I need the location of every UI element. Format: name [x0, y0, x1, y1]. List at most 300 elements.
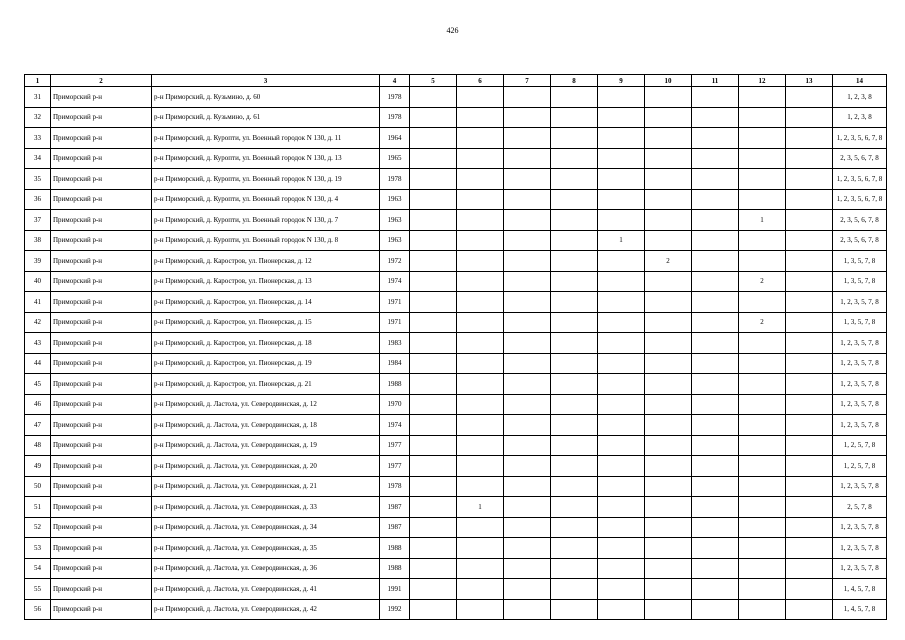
- cell-col-13: [786, 435, 833, 456]
- cell-address: р-н Приморский, д. Ластола, ул. Северодвинская, д. 18: [152, 415, 380, 436]
- cell-col-11: [692, 415, 739, 436]
- cell-col-13: [786, 353, 833, 374]
- cell-col-13: [786, 394, 833, 415]
- cell-row-number: 37: [25, 210, 51, 231]
- cell-district: Приморский р-н: [51, 579, 152, 600]
- cell-col-10: [645, 599, 692, 620]
- cell-col-6: [457, 189, 504, 210]
- cell-address: р-н Приморский, д. Кузьмино, д. 61: [152, 107, 380, 128]
- table-row: [25, 312, 887, 333]
- table-row: [25, 292, 887, 313]
- cell-col-14: 1, 3, 5, 7, 8: [833, 312, 887, 333]
- cell-col-7: [504, 579, 551, 600]
- cell-col-14: 1, 2, 3, 5, 7, 8: [833, 558, 887, 579]
- cell-col-10: [645, 538, 692, 559]
- cell-col-8: [551, 87, 598, 108]
- column-header-1: 1: [25, 75, 51, 87]
- cell-col-11: [692, 271, 739, 292]
- cell-col-11: [692, 394, 739, 415]
- cell-col-14: 1, 2, 3, 5, 7, 8: [833, 538, 887, 559]
- cell-col-14: 1, 2, 3, 5, 7, 8: [833, 333, 887, 354]
- cell-row-number: 55: [25, 579, 51, 600]
- cell-col-7: [504, 353, 551, 374]
- cell-col-10: [645, 435, 692, 456]
- cell-col-5: [410, 271, 457, 292]
- cell-col-5: [410, 517, 457, 538]
- cell-col-14: 1, 2, 3, 5, 7, 8: [833, 374, 887, 395]
- table-row: [25, 333, 887, 354]
- cell-col-6: [457, 456, 504, 477]
- cell-year: 1987: [380, 517, 410, 538]
- cell-row-number: 51: [25, 497, 51, 518]
- cell-col-14: 1, 2, 5, 7, 8: [833, 456, 887, 477]
- cell-year: 1978: [380, 107, 410, 128]
- cell-address: р-н Приморский, д. Каростров, ул. Пионерская, д. 13: [152, 271, 380, 292]
- cell-row-number: 41: [25, 292, 51, 313]
- cell-col-11: [692, 456, 739, 477]
- cell-col-10: [645, 353, 692, 374]
- cell-col-11: [692, 374, 739, 395]
- cell-col-14: 1, 4, 5, 7, 8: [833, 579, 887, 600]
- column-header-5: 5: [410, 75, 457, 87]
- cell-address: р-н Приморский, д. Ластола, ул. Северодвинская, д. 36: [152, 558, 380, 579]
- cell-col-12: [739, 579, 786, 600]
- cell-col-10: [645, 189, 692, 210]
- cell-year: 1992: [380, 599, 410, 620]
- cell-col-7: [504, 435, 551, 456]
- cell-row-number: 43: [25, 333, 51, 354]
- cell-row-number: 56: [25, 599, 51, 620]
- cell-col-14: 1, 2, 3, 5, 7, 8: [833, 415, 887, 436]
- cell-col-12: [739, 415, 786, 436]
- cell-col-6: [457, 87, 504, 108]
- cell-col-9: [598, 292, 645, 313]
- cell-col-10: [645, 394, 692, 415]
- cell-col-6: [457, 333, 504, 354]
- table-row: [25, 169, 887, 190]
- cell-col-14: 1, 2, 3, 5, 7, 8: [833, 476, 887, 497]
- cell-district: Приморский р-н: [51, 87, 152, 108]
- cell-col-13: [786, 251, 833, 272]
- column-header-10: 10: [645, 75, 692, 87]
- cell-col-11: [692, 230, 739, 251]
- cell-year: 1971: [380, 292, 410, 313]
- cell-year: 1977: [380, 435, 410, 456]
- cell-col-9: [598, 353, 645, 374]
- table-row: [25, 128, 887, 149]
- cell-col-5: [410, 558, 457, 579]
- cell-row-number: 49: [25, 456, 51, 477]
- cell-col-14: 1, 2, 3, 5, 7, 8: [833, 353, 887, 374]
- cell-col-9: 1: [598, 230, 645, 251]
- housing-register-table: [24, 74, 887, 620]
- cell-year: 1984: [380, 353, 410, 374]
- cell-col-14: 1, 3, 5, 7, 8: [833, 251, 887, 272]
- header-row: [25, 75, 887, 87]
- cell-col-7: [504, 374, 551, 395]
- cell-col-7: [504, 538, 551, 559]
- cell-col-8: [551, 169, 598, 190]
- table-row: [25, 599, 887, 620]
- cell-col-13: [786, 189, 833, 210]
- cell-col-12: [739, 251, 786, 272]
- cell-col-6: [457, 210, 504, 231]
- cell-district: Приморский р-н: [51, 251, 152, 272]
- column-header-7: 7: [504, 75, 551, 87]
- cell-year: 1978: [380, 169, 410, 190]
- cell-col-14: 1, 2, 3, 5, 7, 8: [833, 517, 887, 538]
- cell-col-13: [786, 415, 833, 436]
- cell-col-13: [786, 148, 833, 169]
- cell-district: Приморский р-н: [51, 148, 152, 169]
- cell-col-10: [645, 579, 692, 600]
- cell-address: р-н Приморский, д. Куропти, ул. Военный городок N 130, д. 8: [152, 230, 380, 251]
- cell-col-5: [410, 189, 457, 210]
- cell-col-11: [692, 476, 739, 497]
- column-header-9: 9: [598, 75, 645, 87]
- cell-district: Приморский р-н: [51, 394, 152, 415]
- cell-col-12: [739, 456, 786, 477]
- cell-year: 1974: [380, 415, 410, 436]
- cell-district: Приморский р-н: [51, 107, 152, 128]
- cell-col-5: [410, 312, 457, 333]
- cell-col-8: [551, 476, 598, 497]
- cell-year: 1963: [380, 189, 410, 210]
- cell-year: 1977: [380, 456, 410, 477]
- cell-col-7: [504, 394, 551, 415]
- cell-col-13: [786, 87, 833, 108]
- cell-col-8: [551, 517, 598, 538]
- cell-col-8: [551, 312, 598, 333]
- cell-address: р-н Приморский, д. Каростров, ул. Пионерская, д. 15: [152, 312, 380, 333]
- cell-district: Приморский р-н: [51, 169, 152, 190]
- cell-district: Приморский р-н: [51, 517, 152, 538]
- cell-col-10: [645, 87, 692, 108]
- cell-col-14: 1, 2, 3, 5, 6, 7, 8: [833, 189, 887, 210]
- column-header-2: 2: [51, 75, 152, 87]
- cell-col-5: [410, 148, 457, 169]
- cell-col-10: [645, 312, 692, 333]
- cell-district: Приморский р-н: [51, 435, 152, 456]
- cell-col-12: [739, 435, 786, 456]
- cell-col-13: [786, 312, 833, 333]
- cell-row-number: 34: [25, 148, 51, 169]
- cell-col-10: [645, 374, 692, 395]
- cell-col-9: [598, 374, 645, 395]
- cell-col-7: [504, 128, 551, 149]
- cell-col-7: [504, 230, 551, 251]
- table-row: [25, 230, 887, 251]
- cell-row-number: 39: [25, 251, 51, 272]
- cell-col-5: [410, 333, 457, 354]
- cell-col-8: [551, 292, 598, 313]
- cell-col-8: [551, 599, 598, 620]
- cell-year: 1978: [380, 476, 410, 497]
- cell-col-12: [739, 394, 786, 415]
- cell-col-13: [786, 292, 833, 313]
- cell-col-7: [504, 517, 551, 538]
- cell-col-14: 2, 3, 5, 6, 7, 8: [833, 148, 887, 169]
- cell-col-9: [598, 333, 645, 354]
- cell-col-12: [739, 517, 786, 538]
- cell-col-5: [410, 374, 457, 395]
- cell-col-5: [410, 292, 457, 313]
- cell-district: Приморский р-н: [51, 558, 152, 579]
- cell-col-9: [598, 538, 645, 559]
- cell-row-number: 31: [25, 87, 51, 108]
- cell-col-10: [645, 148, 692, 169]
- cell-address: р-н Приморский, д. Каростров, ул. Пионерская, д. 19: [152, 353, 380, 374]
- table-row: [25, 558, 887, 579]
- page-number: 426: [446, 26, 459, 35]
- cell-year: 1963: [380, 230, 410, 251]
- cell-district: Приморский р-н: [51, 210, 152, 231]
- cell-col-10: [645, 107, 692, 128]
- cell-row-number: 36: [25, 189, 51, 210]
- cell-address: р-н Приморский, д. Каростров, ул. Пионерская, д. 12: [152, 251, 380, 272]
- cell-year: 1988: [380, 538, 410, 559]
- cell-col-9: [598, 579, 645, 600]
- cell-col-11: [692, 353, 739, 374]
- cell-col-13: [786, 271, 833, 292]
- cell-row-number: 47: [25, 415, 51, 436]
- cell-col-7: [504, 497, 551, 518]
- cell-district: Приморский р-н: [51, 415, 152, 436]
- table-row: [25, 394, 887, 415]
- column-header-8: 8: [551, 75, 598, 87]
- cell-col-13: [786, 107, 833, 128]
- cell-col-14: 1, 4, 5, 7, 8: [833, 599, 887, 620]
- table-row: [25, 210, 887, 231]
- table-row: [25, 497, 887, 518]
- cell-district: Приморский р-н: [51, 312, 152, 333]
- table-row: [25, 415, 887, 436]
- cell-year: 1964: [380, 128, 410, 149]
- cell-row-number: 35: [25, 169, 51, 190]
- cell-col-13: [786, 169, 833, 190]
- cell-col-8: [551, 538, 598, 559]
- cell-col-9: [598, 312, 645, 333]
- cell-col-6: [457, 148, 504, 169]
- table-row: [25, 271, 887, 292]
- cell-col-5: [410, 210, 457, 231]
- cell-row-number: 42: [25, 312, 51, 333]
- cell-col-6: [457, 517, 504, 538]
- cell-district: Приморский р-н: [51, 333, 152, 354]
- column-header-6: 6: [457, 75, 504, 87]
- cell-col-5: [410, 599, 457, 620]
- cell-col-11: [692, 579, 739, 600]
- cell-col-10: [645, 476, 692, 497]
- cell-col-9: [598, 558, 645, 579]
- cell-col-9: [598, 107, 645, 128]
- cell-col-12: [739, 497, 786, 518]
- column-header-4: 4: [380, 75, 410, 87]
- cell-address: р-н Приморский, д. Ластола, ул. Северодвинская, д. 34: [152, 517, 380, 538]
- cell-address: р-н Приморский, д. Кузьмино, д. 60: [152, 87, 380, 108]
- cell-col-14: 2, 5, 7, 8: [833, 497, 887, 518]
- cell-col-8: [551, 148, 598, 169]
- cell-year: 1971: [380, 312, 410, 333]
- cell-col-5: [410, 415, 457, 436]
- cell-col-13: [786, 517, 833, 538]
- cell-col-11: [692, 292, 739, 313]
- cell-col-9: [598, 251, 645, 272]
- cell-address: р-н Приморский, д. Куропти, ул. Военный городок N 130, д. 7: [152, 210, 380, 231]
- cell-col-6: [457, 292, 504, 313]
- cell-district: Приморский р-н: [51, 599, 152, 620]
- cell-col-13: [786, 230, 833, 251]
- cell-col-7: [504, 210, 551, 231]
- cell-col-8: [551, 128, 598, 149]
- table-row: [25, 189, 887, 210]
- cell-row-number: 53: [25, 538, 51, 559]
- cell-col-5: [410, 230, 457, 251]
- cell-col-12: [739, 476, 786, 497]
- cell-col-11: [692, 538, 739, 559]
- cell-col-9: [598, 271, 645, 292]
- cell-col-8: [551, 374, 598, 395]
- cell-col-9: [598, 87, 645, 108]
- cell-col-14: 1, 2, 3, 8: [833, 107, 887, 128]
- cell-district: Приморский р-н: [51, 230, 152, 251]
- cell-col-12: [739, 128, 786, 149]
- cell-address: р-н Приморский, д. Куропти, ул. Военный городок N 130, д. 13: [152, 148, 380, 169]
- cell-district: Приморский р-н: [51, 456, 152, 477]
- cell-col-5: [410, 538, 457, 559]
- cell-col-10: [645, 128, 692, 149]
- cell-district: Приморский р-н: [51, 353, 152, 374]
- cell-district: Приморский р-н: [51, 189, 152, 210]
- table-row: [25, 456, 887, 477]
- cell-col-8: [551, 271, 598, 292]
- cell-col-12: [739, 87, 786, 108]
- cell-col-11: [692, 87, 739, 108]
- cell-col-11: [692, 189, 739, 210]
- cell-col-9: [598, 189, 645, 210]
- cell-row-number: 45: [25, 374, 51, 395]
- cell-col-6: [457, 107, 504, 128]
- cell-col-8: [551, 456, 598, 477]
- cell-col-7: [504, 312, 551, 333]
- cell-col-5: [410, 169, 457, 190]
- cell-col-8: [551, 394, 598, 415]
- cell-year: 1974: [380, 271, 410, 292]
- cell-district: Приморский р-н: [51, 128, 152, 149]
- cell-col-12: [739, 107, 786, 128]
- cell-col-10: [645, 333, 692, 354]
- column-header-13: 13: [786, 75, 833, 87]
- cell-col-14: 1, 2, 5, 7, 8: [833, 435, 887, 456]
- cell-col-6: [457, 415, 504, 436]
- cell-year: 1988: [380, 558, 410, 579]
- cell-row-number: 50: [25, 476, 51, 497]
- cell-col-7: [504, 292, 551, 313]
- cell-row-number: 40: [25, 271, 51, 292]
- cell-col-7: [504, 107, 551, 128]
- cell-col-13: [786, 210, 833, 231]
- column-header-12: 12: [739, 75, 786, 87]
- cell-col-7: [504, 87, 551, 108]
- cell-col-9: [598, 394, 645, 415]
- cell-col-13: [786, 456, 833, 477]
- cell-col-8: [551, 415, 598, 436]
- cell-col-10: [645, 415, 692, 436]
- cell-col-6: [457, 435, 504, 456]
- cell-col-9: [598, 169, 645, 190]
- table-row: [25, 517, 887, 538]
- cell-address: р-н Приморский, д. Ластола, ул. Северодвинская, д. 35: [152, 538, 380, 559]
- cell-col-9: [598, 148, 645, 169]
- cell-col-14: 2, 3, 5, 6, 7, 8: [833, 230, 887, 251]
- cell-col-6: [457, 353, 504, 374]
- cell-address: р-н Приморский, д. Ластола, ул. Северодвинская, д. 41: [152, 579, 380, 600]
- cell-year: 1965: [380, 148, 410, 169]
- cell-col-5: [410, 476, 457, 497]
- cell-row-number: 38: [25, 230, 51, 251]
- cell-col-7: [504, 456, 551, 477]
- cell-col-5: [410, 107, 457, 128]
- cell-col-12: [739, 230, 786, 251]
- cell-col-11: [692, 128, 739, 149]
- cell-year: 1991: [380, 579, 410, 600]
- cell-col-10: [645, 292, 692, 313]
- cell-col-8: [551, 558, 598, 579]
- cell-district: Приморский р-н: [51, 292, 152, 313]
- cell-col-12: [739, 558, 786, 579]
- cell-col-12: [739, 374, 786, 395]
- cell-col-10: [645, 169, 692, 190]
- cell-col-12: [739, 538, 786, 559]
- cell-col-11: [692, 497, 739, 518]
- cell-col-13: [786, 128, 833, 149]
- cell-col-8: [551, 210, 598, 231]
- column-header-11: 11: [692, 75, 739, 87]
- cell-col-13: [786, 538, 833, 559]
- cell-col-13: [786, 497, 833, 518]
- cell-col-10: [645, 230, 692, 251]
- cell-col-5: [410, 435, 457, 456]
- cell-col-5: [410, 497, 457, 518]
- table-row: [25, 251, 887, 272]
- cell-col-5: [410, 456, 457, 477]
- cell-district: Приморский р-н: [51, 538, 152, 559]
- cell-col-11: [692, 599, 739, 620]
- cell-col-13: [786, 579, 833, 600]
- cell-col-14: 1, 2, 3, 5, 6, 7, 8: [833, 169, 887, 190]
- cell-col-6: [457, 271, 504, 292]
- cell-col-13: [786, 333, 833, 354]
- cell-col-9: [598, 476, 645, 497]
- cell-district: Приморский р-н: [51, 476, 152, 497]
- cell-col-12: [739, 333, 786, 354]
- table-row: [25, 87, 887, 108]
- cell-col-13: [786, 599, 833, 620]
- cell-col-7: [504, 476, 551, 497]
- cell-col-5: [410, 394, 457, 415]
- cell-row-number: 52: [25, 517, 51, 538]
- cell-col-6: [457, 579, 504, 600]
- cell-col-7: [504, 189, 551, 210]
- cell-col-8: [551, 333, 598, 354]
- cell-col-10: [645, 517, 692, 538]
- cell-col-6: 1: [457, 497, 504, 518]
- table-row: [25, 148, 887, 169]
- cell-col-9: [598, 435, 645, 456]
- cell-col-10: [645, 456, 692, 477]
- cell-district: Приморский р-н: [51, 271, 152, 292]
- cell-year: 1978: [380, 87, 410, 108]
